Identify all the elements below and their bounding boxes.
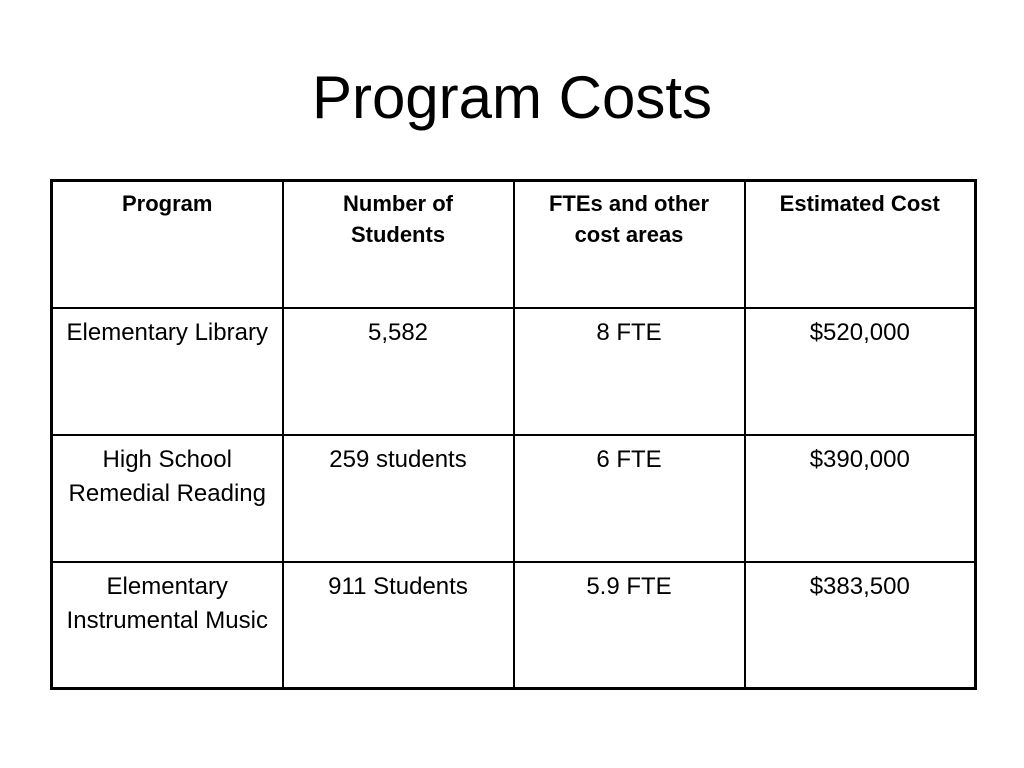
estimated-cost: $383,500 — [809, 572, 910, 600]
cell-program — [52, 562, 283, 689]
header-number-of-students-label: Number of Students — [343, 191, 453, 247]
header-program — [52, 181, 283, 308]
program-costs-table — [50, 179, 977, 690]
student-count: 911 Students — [328, 572, 468, 600]
cell-program — [52, 435, 283, 562]
fte-count: 8 FTE — [596, 318, 662, 346]
cell-students — [283, 308, 514, 435]
table-row — [52, 308, 976, 435]
program-name: Elementary Instrumental Music — [66, 572, 268, 634]
program-name: Elementary Library — [66, 318, 268, 346]
header-ftes — [514, 181, 745, 308]
header-estimated-cost — [745, 181, 976, 308]
student-count: 5,582 — [367, 318, 429, 346]
estimated-cost: $390,000 — [809, 445, 910, 473]
cell-cost — [745, 308, 976, 435]
cell-program — [52, 308, 283, 435]
cell-students — [283, 562, 514, 689]
header-number-of-students — [283, 181, 514, 308]
table-row — [52, 562, 976, 689]
program-name: High School Remedial Reading — [68, 445, 266, 507]
cell-ftes — [514, 308, 745, 435]
estimated-cost: $520,000 — [809, 318, 910, 346]
cell-ftes — [514, 435, 745, 562]
student-count: 259 students — [329, 445, 467, 473]
table-header-row — [52, 181, 976, 308]
fte-count: 6 FTE — [596, 445, 662, 473]
header-program-label: Program — [122, 191, 213, 216]
cell-ftes — [514, 562, 745, 689]
fte-count: 5.9 FTE — [586, 572, 672, 600]
cell-cost — [745, 435, 976, 562]
header-estimated-cost-label: Estimated Cost — [779, 191, 940, 216]
header-ftes-label: FTEs and other cost areas — [548, 191, 710, 247]
table-row — [52, 435, 976, 562]
slide-title: Program Costs — [311, 64, 713, 131]
cell-students — [283, 435, 514, 562]
cell-cost — [745, 562, 976, 689]
